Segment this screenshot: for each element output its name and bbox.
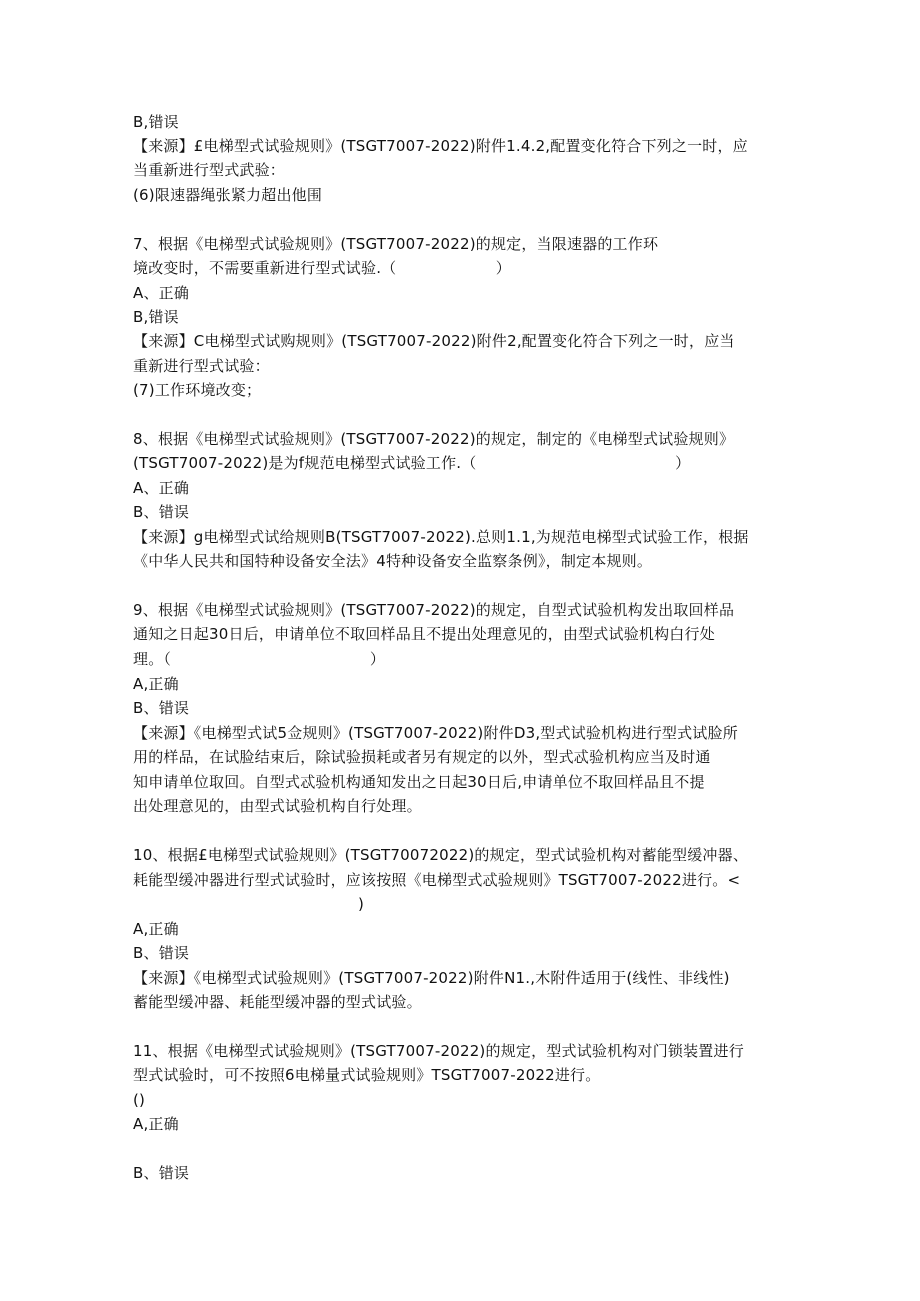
text-line: 重新进行型式试验：: [133, 357, 270, 375]
text-line: 9、根据《电梯型式试验规则》(TSGT7007-2022)的规定，自型式试验机构发出取回样品: [133, 601, 735, 619]
text-line: B、错误: [133, 1164, 190, 1182]
text-line: 【来源】g电梯型式试给规则B(TSGT7007-2022).总则1.1,为规范电梯型式试验工作，根据: [133, 528, 749, 546]
text-line: 知申请单位取回。自型式忒验机构通知发出之日起30日后,申请单位不取回样品且不提: [133, 773, 705, 791]
text-line: 用的样品，在试脸结束后，除试验损耗或者另有规定的以外，型式忒验机构应当及时通: [133, 748, 711, 766]
text-line: (6)限速器绳张紧力超出他围: [133, 186, 323, 204]
text-line: 【来源】£电梯型式试验规则》(TSGT7007-2022)附件1.4.2,配置变化符合下列之一时，应: [133, 137, 748, 155]
text-line: 当重新进行型式武验：: [133, 161, 286, 179]
text-line: A、正确: [133, 284, 190, 302]
text-line: B、错误: [133, 944, 190, 962]
text-line: 7、根据《电梯型式试验规则》(TSGT7007-2022)的规定，当限速器的工作环: [133, 235, 659, 253]
text-line: ): [358, 895, 365, 913]
text-line: A,正确: [133, 1115, 179, 1133]
text-line: (TSGT7007-2022)是为f规范电梯型式试验工作.（ ）: [133, 454, 691, 472]
text-line: B、错误: [133, 503, 190, 521]
text-line: A,正确: [133, 675, 179, 693]
text-line: 境改变时，不需要重新进行型式试验.（ ）: [133, 259, 511, 277]
text-line: 【来源】《电梯型式试5佥规则》(TSGT7007-2022)附件D3,型式试验机构进行型式试脸所: [133, 724, 738, 742]
text-line: 蓄能型缓冲器、耗能型缓冲器的型式试验。: [133, 993, 422, 1011]
text-line: 10、根据£电梯型式试验规则》(TSGT70072022)的规定，型式试验机构对蓄能型缓冲器、: [133, 846, 749, 864]
text-line: 【来源】《电梯型式试验规则》(TSGT7007-2022)附件N1.,木附件适用于(线性、非线性): [133, 969, 730, 987]
text-line: (7)工作环境改变；: [133, 381, 262, 399]
text-line: B,错误: [133, 308, 179, 326]
text-line: 【来源】C电梯型式试购规则》(TSGT7007-2022)附件2,配置变化符合下列之一时，应当: [133, 332, 735, 350]
text-line: 出处理意见的，由型式试验机构自行处理。: [133, 797, 422, 815]
text-line: 8、根据《电梯型式试验规则》(TSGT7007-2022)的规定，制定的《电梯型式试验规则》: [133, 430, 735, 448]
text-line: A,正确: [133, 920, 179, 938]
text-line: 通知之日起30日后，申请单位不取回样品且不提出处理意见的，由型式试验机构白行处: [133, 625, 715, 643]
text-line: B,错误: [133, 113, 179, 131]
text-line: (): [133, 1091, 146, 1109]
text-line: A、正确: [133, 479, 190, 497]
text-line: 理。（ ）: [133, 650, 386, 668]
text-line: 型式试验时，可不按照6电梯量式试验规则》TSGT7007-2022进行。: [133, 1066, 601, 1084]
text-line: 《中华人民共和国特种设备安全法》4特种设备安全监察条例》，制定本规则。: [133, 552, 653, 570]
text-line: B、错误: [133, 699, 190, 717]
text-line: 11、根据《电梯型式试验规则》(TSGT7007-2022)的规定，型式试验机构对门锁装置进行: [133, 1042, 744, 1060]
text-line: 耗能型缓冲器进行型式试验时，应该按照《电梯型式忒验规则》TSGT7007-2022进行。<: [133, 871, 741, 889]
